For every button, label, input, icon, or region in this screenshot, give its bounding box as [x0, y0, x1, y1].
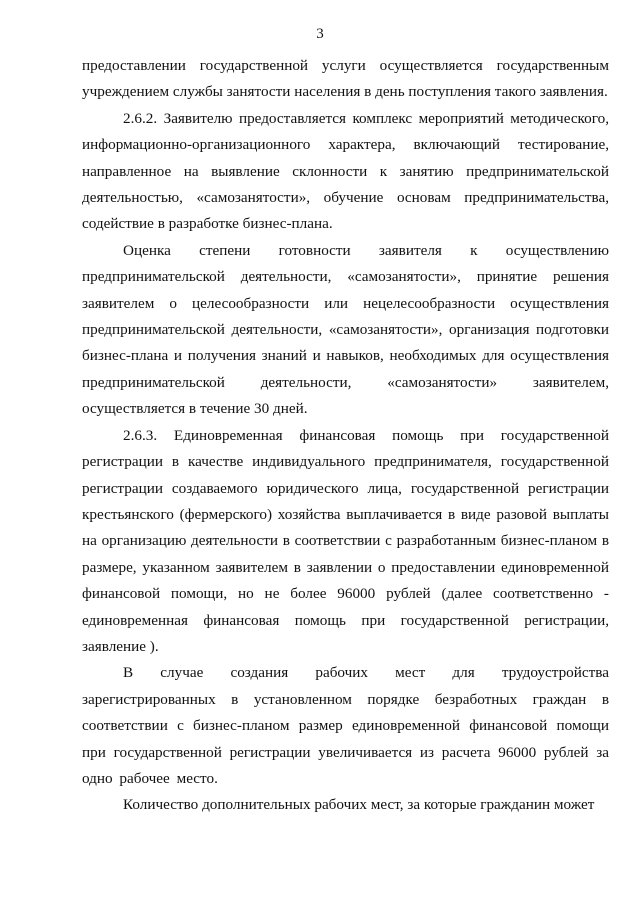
paragraph-assessment: Оценка степени готовности заявителя к осуществлению предпринимательской деятельности, «самозанятости», принятие решения заявителем о целесообразности или нецелесообразности осуществления предпринимательской деятельности, «самозанятости», организация подготовки бизнес-плана и получения знаний и навыков, необходимых для осуществления предпринимательской деятельности, «самозанятости» заявителем, осуществляется в течение 30 дней.	[82, 241, 609, 418]
document-body	[82, 53, 609, 819]
paragraph-2-6-3: 2.6.3. Единовременная финансовая помощь при государственной регистрации в качестве индивидуального предпринимателя, государственной регистрации создаваемого юридического лица, государственной регистрации крестьянского (фермерского) хозяйства выплачивается в виде разовой выплаты на организацию деятельности в соответствии с разработанным бизнес-планом в размере, указанном заявителем в заявлении о предоставлении единовременной финансовой помощи, но не более 96000 рублей (далее соответственно - единовременная финансовая помощь при государственной регистрации, заявление ).	[82, 426, 609, 655]
page-number: 3	[316, 26, 324, 42]
paragraph-2-6-2: 2.6.2. Заявителю предоставляется комплекс мероприятий методического, информационно-организационного характера, включающий тестирование, направленное на выявление склонности к занятию предпринимательской деятельностью, «самозанятости», обучение основам предпринимательства, содействие в разработке бизнес-плана.	[82, 109, 609, 233]
paragraph-job-creation: В случае создания рабочих мест для трудоустройства зарегистрированных в установленном порядке безработных граждан в соответствии с бизнес-планом размер единовременной финансовой помощи при государственной регистрации увеличивается из расчета 96000 рублей за одно рабочее место.	[82, 664, 609, 787]
paragraph-continuation: предоставлении государственной услуги осуществляется государственным учреждением службы занятости населения в день поступления такого заявления.	[82, 57, 609, 101]
paragraph-additional-jobs: Количество дополнительных рабочих мест, за которые гражданин может	[123, 796, 595, 814]
